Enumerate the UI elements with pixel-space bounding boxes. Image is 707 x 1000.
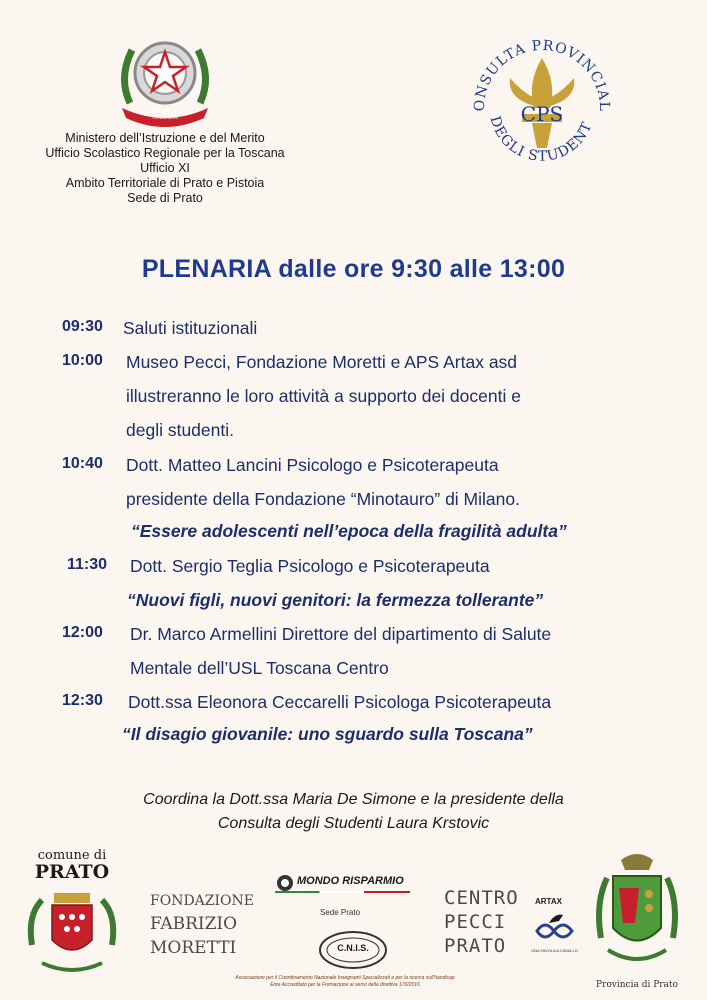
fondazione-line: FONDAZIONE <box>150 893 254 909</box>
schedule-quote: “Essere adolescenti nell’epoca della fragilità adulta” <box>131 521 567 541</box>
ministry-line: Ufficio Scolastico Regionale per la Toscana <box>45 146 285 160</box>
fondazione-moretti-logo <box>150 890 270 960</box>
centro-pecci-logo <box>444 886 534 958</box>
centro-line: PRATO <box>444 935 507 957</box>
prato-crest-icon <box>22 885 122 980</box>
schedule-text: Dr. Marco Armellini Direttore del dipartimento di Salute <box>130 624 552 644</box>
centro-line: CENTRO <box>444 887 519 909</box>
coordination-line: Consulta degli Studenti Laura Krstovic <box>217 815 490 832</box>
cps-arc-bottom: DEGLI STUDENT <box>486 114 596 165</box>
schedule-time: 12:00 <box>62 624 103 641</box>
provincia-crest-icon <box>593 848 681 978</box>
fondazione-line: FABRIZIO <box>150 914 238 934</box>
schedule-time: 12:30 <box>62 692 103 709</box>
schedule-quote: “Nuovi figli, nuovi genitori: la fermezza tollerante” <box>127 590 544 610</box>
cps-monogram: CPS <box>520 102 564 126</box>
coordination-note <box>0 788 707 836</box>
cnis-caption <box>195 975 495 989</box>
cnis-caption-line: Ente Accreditato per la Formazione ai sensi della direttiva 170/2016 <box>270 982 420 988</box>
schedule-quote: “Il disagio giovanile: uno sguardo sulla Toscana” <box>122 724 533 744</box>
schedule-text: Saluti istituzionali <box>123 318 258 338</box>
page-title: PLENARIA dalle ore 9:30 alle 13:00 <box>141 255 566 283</box>
schedule-text: Dott. Matteo Lancini Psicologo e Psicoterapeuta <box>126 455 499 475</box>
italian-republic-emblem <box>110 28 220 128</box>
ministry-block <box>20 131 310 206</box>
coordination-line: Coordina la Dott.ssa Maria De Simone e la presidente della <box>143 791 564 808</box>
cps-logo <box>462 28 622 188</box>
centro-line: PECCI <box>444 911 507 933</box>
cnis-logo <box>318 930 388 970</box>
comune-small-text: comune di <box>37 848 107 863</box>
artax-subtitle: UNA FAVOLA A CAVALLO <box>531 948 578 953</box>
schedule-text: Museo Pecci, Fondazione Moretti e APS Artax asd <box>126 352 518 372</box>
tricolor-stripe <box>275 891 410 893</box>
comune-big-text: PRATO <box>34 861 110 883</box>
mondo-risparmio-logo <box>275 872 410 894</box>
sede-prato-text: Sede Prato <box>320 908 361 917</box>
comune-prato-logo <box>22 848 122 988</box>
schedule-time: 10:00 <box>62 352 103 369</box>
schedule-text: Dott.ssa Eleonora Ceccarelli Psicologa Psicoterapeuta <box>128 692 552 712</box>
ministry-line: Ambito Territoriale di Prato e Pistoia <box>65 176 265 190</box>
schedule-time: 09:30 <box>62 318 103 335</box>
schedule-text: Dott. Sergio Teglia Psicologo e Psicoterapeuta <box>130 556 490 576</box>
ministry-line: Ministero dell’Istruzione e del Merito <box>65 131 265 145</box>
cnis-caption-line: Associazione per il Coordinamento Nazionale Insegnanti Specializzati e per la ricerca sull'handicap <box>235 975 455 981</box>
ministry-line: Ufficio XI <box>140 161 190 175</box>
schedule-text: Mentale dell’USL Toscana Centro <box>130 658 389 678</box>
provincia-text: Provincia di Prato <box>596 980 678 990</box>
fondazione-line: MORETTI <box>150 938 237 958</box>
schedule-time: 10:40 <box>62 455 103 472</box>
artax-text: ARTAX <box>535 897 562 906</box>
mondo-risparmio-text: MONDO RISPARMIO <box>297 875 404 887</box>
provincia-prato-logo <box>593 848 681 993</box>
schedule-text: illustreranno le loro attività a supporto dei docenti e <box>126 386 521 406</box>
emblem-ribbon-text: REPUBBLICA ITALIANA <box>147 109 183 121</box>
cps-arc-top: ONSULTA PROVINCIAL <box>471 37 613 113</box>
schedule-text: presidente della Fondazione “Minotauro” di Milano. <box>126 489 520 509</box>
schedule-time: 11:30 <box>67 556 108 573</box>
piggy-bank-icon <box>275 872 295 892</box>
schedule-text: degli studenti. <box>126 420 234 440</box>
artax-logo <box>527 893 582 963</box>
ministry-line: Sede di Prato <box>127 191 203 205</box>
cnis-text: C.N.I.S. <box>337 943 369 953</box>
